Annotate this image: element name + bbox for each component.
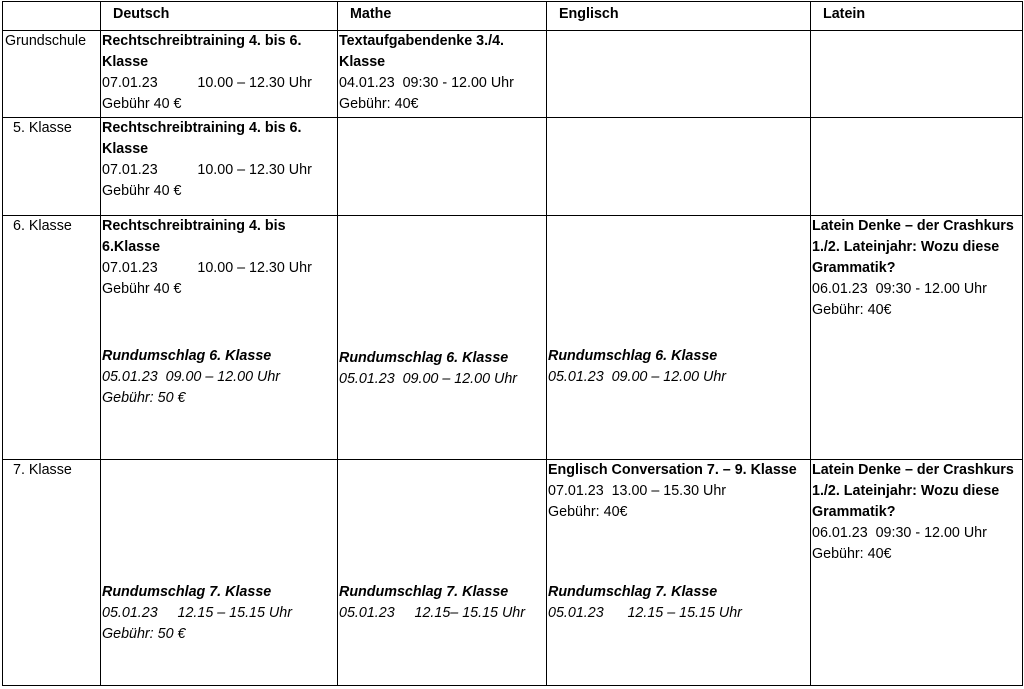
course-fee: Gebühr: 50 € — [102, 626, 186, 642]
table-row-6-klasse — [3, 216, 1023, 460]
cell-latein — [811, 118, 1023, 216]
course-entry — [339, 31, 545, 115]
course-entry — [102, 582, 336, 645]
row-label: Grundschule — [3, 31, 101, 118]
course-date: 06.01.23 09:30 - 12.00 Uhr — [812, 525, 987, 541]
course-fee: Gebühr 40 € — [102, 281, 182, 297]
course-date: 07.01.23 10.00 – 12.30 Uhr — [102, 162, 312, 178]
course-fee: Gebühr: 40€ — [339, 96, 419, 112]
course-schedule-table — [2, 1, 1023, 686]
cell-mathe — [338, 118, 547, 216]
course-fee: Gebühr: 40€ — [812, 302, 892, 318]
course-entry — [339, 582, 545, 624]
course-entry — [102, 346, 336, 409]
course-entry — [102, 118, 336, 202]
cell-mathe — [338, 460, 547, 686]
course-title: Englisch Conversation 7. – 9. Klasse — [548, 462, 797, 478]
course-entry — [102, 216, 336, 300]
cell-latein — [811, 31, 1023, 118]
course-title: Latein Denke – der Crashkurs — [812, 462, 1014, 478]
course-subtitle: 1./2. Lateinjahr: Wozu diese Grammatik? — [812, 483, 1000, 520]
cell-englisch — [547, 31, 811, 118]
course-title: Rechtschreibtraining 4. bis 6. Klasse — [102, 120, 302, 157]
cell-englisch — [547, 216, 811, 460]
course-entry — [102, 31, 336, 115]
header-mathe: Mathe — [338, 2, 547, 31]
cell-deutsch — [101, 216, 338, 460]
course-title: Rundumschlag 6. Klasse — [339, 350, 509, 366]
cell-deutsch — [101, 31, 338, 118]
course-date: 05.01.23 09.00 – 12.00 Uhr — [548, 369, 727, 385]
row-label: 7. Klasse — [3, 460, 101, 686]
course-fee: Gebühr 40 € — [102, 183, 182, 199]
table-row-5-klasse — [3, 118, 1023, 216]
course-title: Textaufgabendenke 3./4. Klasse — [339, 33, 504, 70]
course-entry — [548, 582, 809, 624]
header-latein: Latein — [811, 2, 1023, 31]
course-entry — [812, 216, 1021, 321]
course-entry — [548, 346, 809, 388]
course-date: 05.01.23 09.00 – 12.00 Uhr — [339, 371, 518, 387]
course-date: 05.01.23 09.00 – 12.00 Uhr — [102, 369, 281, 385]
cell-englisch — [547, 460, 811, 686]
course-entry — [812, 460, 1021, 565]
corner-header — [3, 2, 101, 31]
course-fee: Gebühr: 40€ — [812, 546, 892, 562]
course-title: Rundumschlag 7. Klasse — [339, 584, 509, 600]
course-date: 05.01.23 12.15– 15.15 Uhr — [339, 605, 525, 621]
course-title: Rundumschlag 6. Klasse — [548, 348, 718, 364]
course-fee: Gebühr 40 € — [102, 96, 182, 112]
course-date: 06.01.23 09:30 - 12.00 Uhr — [812, 281, 987, 297]
course-title: Rundumschlag 6. Klasse — [102, 348, 272, 364]
cell-mathe — [338, 31, 547, 118]
course-fee: Gebühr: 40€ — [548, 504, 628, 520]
cell-deutsch — [101, 460, 338, 686]
course-entry — [548, 460, 809, 523]
course-title: Latein Denke – der Crashkurs — [812, 218, 1014, 234]
row-label: 6. Klasse — [3, 216, 101, 460]
course-date: 07.01.23 10.00 – 12.30 Uhr — [102, 75, 312, 91]
course-entry — [339, 348, 545, 390]
cell-latein — [811, 460, 1023, 686]
cell-deutsch — [101, 118, 338, 216]
course-date: 07.01.23 13.00 – 15.30 Uhr — [548, 483, 727, 499]
course-title: Rundumschlag 7. Klasse — [102, 584, 272, 600]
course-title: Rechtschreibtraining 4. bis 6. Klasse — [102, 33, 302, 70]
table-row-grundschule — [3, 31, 1023, 118]
table-row-7-klasse — [3, 460, 1023, 686]
row-label: 5. Klasse — [3, 118, 101, 216]
course-date: 04.01.23 09:30 - 12.00 Uhr — [339, 75, 514, 91]
course-date: 05.01.23 12.15 – 15.15 Uhr — [548, 605, 742, 621]
course-title: Rechtschreibtraining 4. bis 6.Klasse — [102, 218, 286, 255]
course-title: Rundumschlag 7. Klasse — [548, 584, 718, 600]
course-fee: Gebühr: 50 € — [102, 390, 186, 406]
course-date: 05.01.23 12.15 – 15.15 Uhr — [102, 605, 292, 621]
header-englisch: Englisch — [547, 2, 811, 31]
cell-latein — [811, 216, 1023, 460]
header-deutsch: Deutsch — [101, 2, 338, 31]
header-row — [3, 2, 1023, 31]
cell-mathe — [338, 216, 547, 460]
course-subtitle: 1./2. Lateinjahr: Wozu diese Grammatik? — [812, 239, 1000, 276]
course-date: 07.01.23 10.00 – 12.30 Uhr — [102, 260, 312, 276]
cell-englisch — [547, 118, 811, 216]
